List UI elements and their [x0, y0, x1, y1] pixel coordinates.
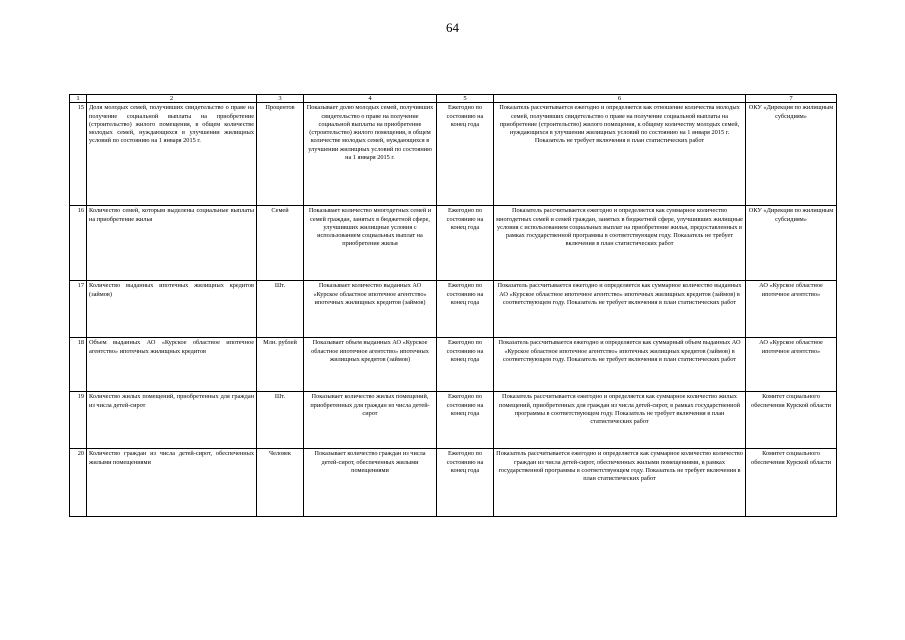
row-number: 16: [70, 206, 87, 281]
indicator-name: Количество выданных ипотечных жилищных кредитов (займов): [87, 281, 257, 338]
column-header: 2: [87, 95, 257, 103]
table-header-row: [70, 95, 837, 103]
row-number: 20: [70, 449, 87, 517]
responsible-body: Комитет социального обеспечения Курской области: [746, 392, 837, 449]
periodicity: Ежегодно по состоянию на конец года: [437, 206, 494, 281]
calculation-method: Показатель рассчитывается ежегодно и определяется как отношение количества молодых семей, получивших свидетельство о праве на получение социальной выплаты на приобретение (строительство) жилого помещения, к общему количеству молодых семей, нуждающихся в улучшении жилищных условий по состоянию на 1 января 2015 г. Показатель не требует включения в план статистических работ: [494, 103, 746, 206]
column-header: 7: [746, 95, 837, 103]
periodicity: Ежегодно по состоянию на конец года: [437, 103, 494, 206]
calculation-method: Показатель рассчитывается ежегодно и определяется как суммарное количество количество граждан из числа детей-сирот, обеспеченных жилыми помещениями, в рамках государственной программы в соответствующем году. Показатель не требует включения в план статистических работ: [494, 449, 746, 517]
periodicity: Ежегодно по состоянию на конец года: [437, 338, 494, 392]
page-number: 64: [446, 20, 459, 35]
table-row: [70, 338, 837, 392]
row-number: 18: [70, 338, 87, 392]
table-row: [70, 103, 837, 206]
column-header: 4: [304, 95, 437, 103]
unit: Человек: [257, 449, 304, 517]
column-header: 1: [70, 95, 87, 103]
unit: Шт.: [257, 392, 304, 449]
definition: Показывает долю молодых семей, получивших свидетельство о праве на получение социальной выплаты на приобретение (строительство) жилого помещения, в общем количестве молодых семей, нуждающихся в улучшении жилищных условий по состоянию на 1 января 2015 г.: [304, 103, 437, 206]
responsible-body: АО «Курское областное ипотечное агентство»: [746, 281, 837, 338]
responsible-body: ОКУ «Дирекция по жилищным субсидиям»: [746, 206, 837, 281]
definition: Показывает количество жилых помещений, приобретенных для граждан из числа детей-сирот: [304, 392, 437, 449]
calculation-method: Показатель рассчитывается ежегодно и определяется как суммарное количество жилых помещений, приобретенных для граждан из числа детей-сирот, в рамках государственной программы в соответствующем году. Показатель не требует включения в план статистических работ: [494, 392, 746, 449]
calculation-method: Показатель рассчитывается ежегодно и определяется как суммарное количество выданных АО «Курское областное ипотечное агентство» ипотечных жилищных кредитов (займов) в соответствующем году. Показатель не требует включения в план статистических работ: [494, 281, 746, 338]
definition: Показывает объем выданных АО «Курское областное ипотечное агентство» ипотечных жилищных кредитов (займов): [304, 338, 437, 392]
column-header: 5: [437, 95, 494, 103]
unit: Семей: [257, 206, 304, 281]
row-number: 17: [70, 281, 87, 338]
definition: Показывает количество выданных АО «Курское областное ипотечное агентство» ипотечных жилищных кредитов (займов): [304, 281, 437, 338]
calculation-method: Показатель рассчитывается ежегодно и определяется как суммарный объем выданных АО «Курское областное ипотечное агентство» ипотечных жилищных кредитов (займов) в соответствующем году. Показатель не требует включения в план статистических работ: [494, 338, 746, 392]
indicator-name: Количество жилых помещений, приобретенных для граждан из числа детей-сирот: [87, 392, 257, 449]
row-number: 15: [70, 103, 87, 206]
indicator-name: Объем выданных АО «Курское областное ипотечное агентство» ипотечных жилищных кредитов: [87, 338, 257, 392]
responsible-body: Комитет социального обеспечения Курской области: [746, 449, 837, 517]
column-header: 3: [257, 95, 304, 103]
table-row: [70, 281, 837, 338]
table-row: [70, 392, 837, 449]
periodicity: Ежегодно по состоянию на конец года: [437, 449, 494, 517]
periodicity: Ежегодно по состоянию на конец года: [437, 392, 494, 449]
row-number: 19: [70, 392, 87, 449]
calculation-method: Показатель рассчитывается ежегодно и определяется как суммарное количество многодетных семей и семей граждан, занятых в бюджетной сфере, улучшивших жилищные условия с использованием социальных выплат на приобретение жилья, предоставленных в рамках государственной программы в соответствующем году. Показатель не требует включения в план статистических работ: [494, 206, 746, 281]
definition: Показывает количество многодетных семей и семей граждан, занятых в бюджетной сфере, улучшивших жилищные условия с использованием социальных выплат на приобретение жилья: [304, 206, 437, 281]
table-row: [70, 206, 837, 281]
unit: Шт.: [257, 281, 304, 338]
unit: Процентов: [257, 103, 304, 206]
unit: Млн. рублей: [257, 338, 304, 392]
indicator-name: Доля молодых семей, получивших свидетельство о праве на получение социальной выплаты на приобретение (строительство) жилого помещения, в общем количестве молодых семей, нуждающихся в улучшении жилищных условий по состоянию на 1 января 2015 г.: [87, 103, 257, 206]
indicator-name: Количество граждан из числа детей-сирот, обеспеченных жилыми помещениями: [87, 449, 257, 517]
periodicity: Ежегодно по состоянию на конец года: [437, 281, 494, 338]
indicators-table: [69, 94, 837, 517]
definition: Показывает количество граждан из числа детей-сирот, обеспеченных жилыми помещениями: [304, 449, 437, 517]
responsible-body: ОКУ «Дирекция по жилищным субсидиям»: [746, 103, 837, 206]
indicator-name: Количество семей, которым выделены социальные выплаты на приобретение жилья: [87, 206, 257, 281]
table-row: [70, 449, 837, 517]
column-header: 6: [494, 95, 746, 103]
responsible-body: АО «Курское областное ипотечное агентство»: [746, 338, 837, 392]
